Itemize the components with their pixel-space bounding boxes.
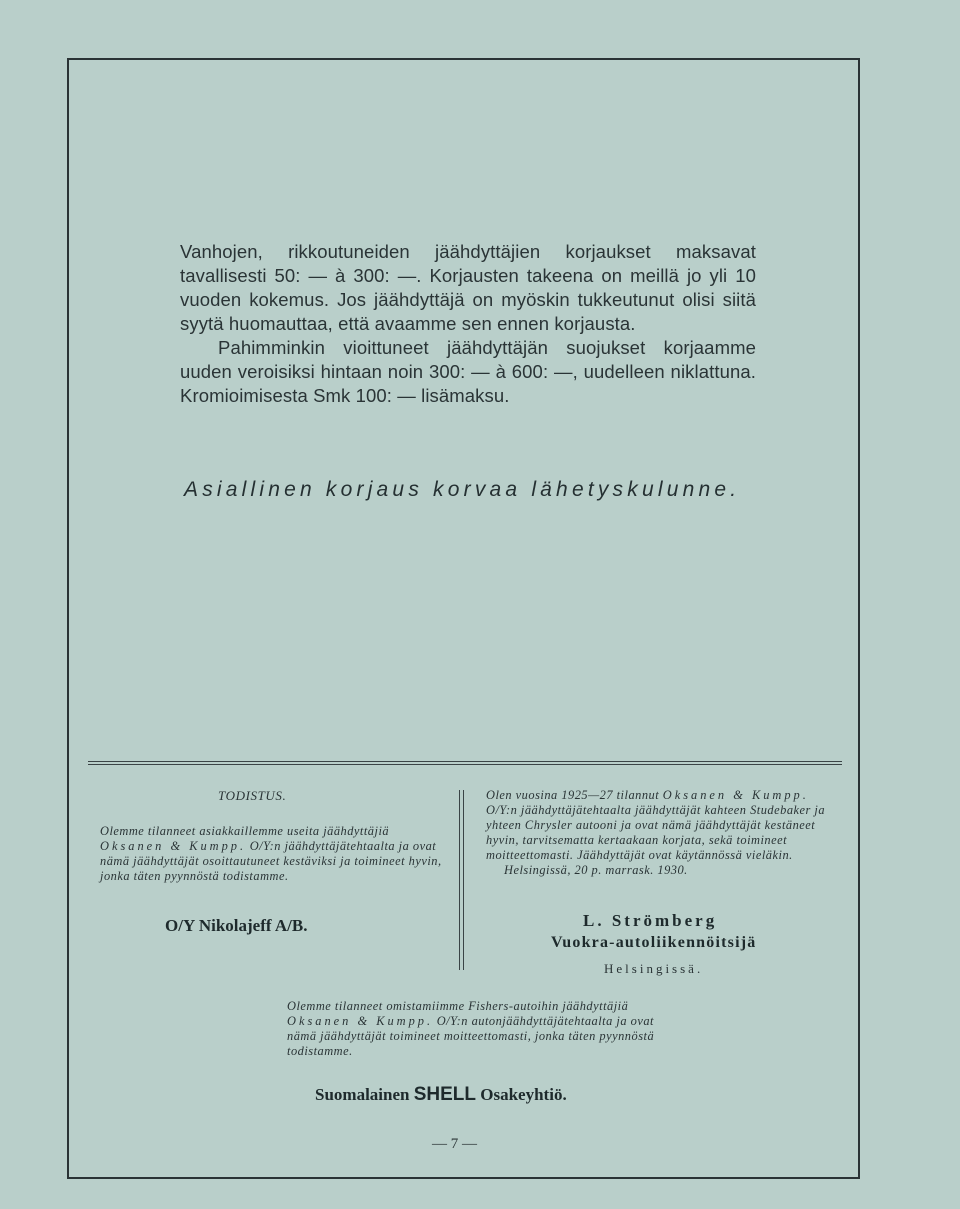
testimonial-right-signature-name: L. Strömberg xyxy=(583,911,718,930)
company-name: Oksanen & Kumpp. xyxy=(100,839,247,853)
testimonial-bottom-signature xyxy=(315,1084,567,1106)
testimonial-right-signature-title: Vuokra-autoliikennöitsijä xyxy=(551,934,757,951)
testimonial-bottom-end: O/Y:n autonjäähdyttäjätehtaalta ja ovat nämä jäähdyttäjät toimineet moitteettomasti, jonka täten pyynnöstä todistamme. xyxy=(287,1014,655,1058)
signature-part-b: SHELL xyxy=(413,1084,477,1105)
testimonial-right-signature-place: Helsingissä. xyxy=(604,961,704,976)
testimonial-right-date: Helsingissä, 20 p. marrask. 1930. xyxy=(504,863,688,877)
page-number: — 7 — xyxy=(432,1136,477,1152)
company-name: Oksanen & Kumpp. xyxy=(662,788,809,802)
testimonial-bottom-start: Olemme tilanneet omistamiimme Fishers-autoihin jäähdyttäjiä xyxy=(287,999,629,1013)
signature-part-c: Osakeyhtiö. xyxy=(480,1085,567,1104)
intro-paragraph-1: Vanhojen, rikkoutuneiden jäähdyttäjien korjaukset maksavat tavallisesti 50: — à 300: —. Korjausten takeena on meillä jo yli 10 vuoden kokemus. Jos jäähdyttäjä on myöskin tukkeutunut olisi siitä syytä huomauttaa, että avaamme sen ennen korjausta. xyxy=(180,241,756,334)
testimonial-left-end: O/Y:n jäähdyttäjätehtaalta ja ovat nämä jäähdyttäjät osoittautuneet kestäviksi ja toimineet hyvin, jonka täten pyynnöstä todistamme. xyxy=(100,839,442,883)
separator-rule-bottom xyxy=(88,764,842,765)
testimonial-right-text xyxy=(486,788,842,878)
testimonial-bottom-text xyxy=(287,999,657,1059)
testimonial-right-start: Olen vuosina 1925—27 tilannut xyxy=(486,788,663,802)
separator-rule-top xyxy=(88,761,842,762)
intro-text xyxy=(180,240,756,408)
testimonial-right-end: O/Y:n jäähdyttäjätehtaalta jäähdyttäjät kahteen Studebaker ja yhteen Chrysler autooni ja ovat nämä jäähdyttäjät kestäneet hyvin, tarvitsematta kertaakaan korjata, sekä toimineet moitteettomasti. Jäähdyttäjät ovat käytännössä vieläkin. xyxy=(486,803,826,862)
signature-part-a: Suomalainen xyxy=(315,1085,410,1104)
testimonial-left-signature: O/Y Nikolajeff A/B. xyxy=(165,916,308,935)
column-divider-right xyxy=(463,790,464,970)
slogan: Asiallinen korjaus korvaa lähetyskulunne. xyxy=(184,478,741,501)
testimonial-left-start: Olemme tilanneet asiakkaillemme useita jäähdyttäjiä xyxy=(100,824,390,838)
company-name: Oksanen & Kumpp. xyxy=(287,1014,434,1028)
testimonial-heading: TODISTUS. xyxy=(218,788,287,803)
testimonial-left-text xyxy=(100,824,452,884)
column-divider-left xyxy=(459,790,460,970)
intro-paragraph-2: Pahimminkin vioittuneet jäähdyttäjän suojukset korjaamme uuden veroisiksi hintaan noin 300: — à 600: —, uudelleen niklattuna. Kromioimisesta Smk 100: — lisämaksu. xyxy=(180,337,756,406)
